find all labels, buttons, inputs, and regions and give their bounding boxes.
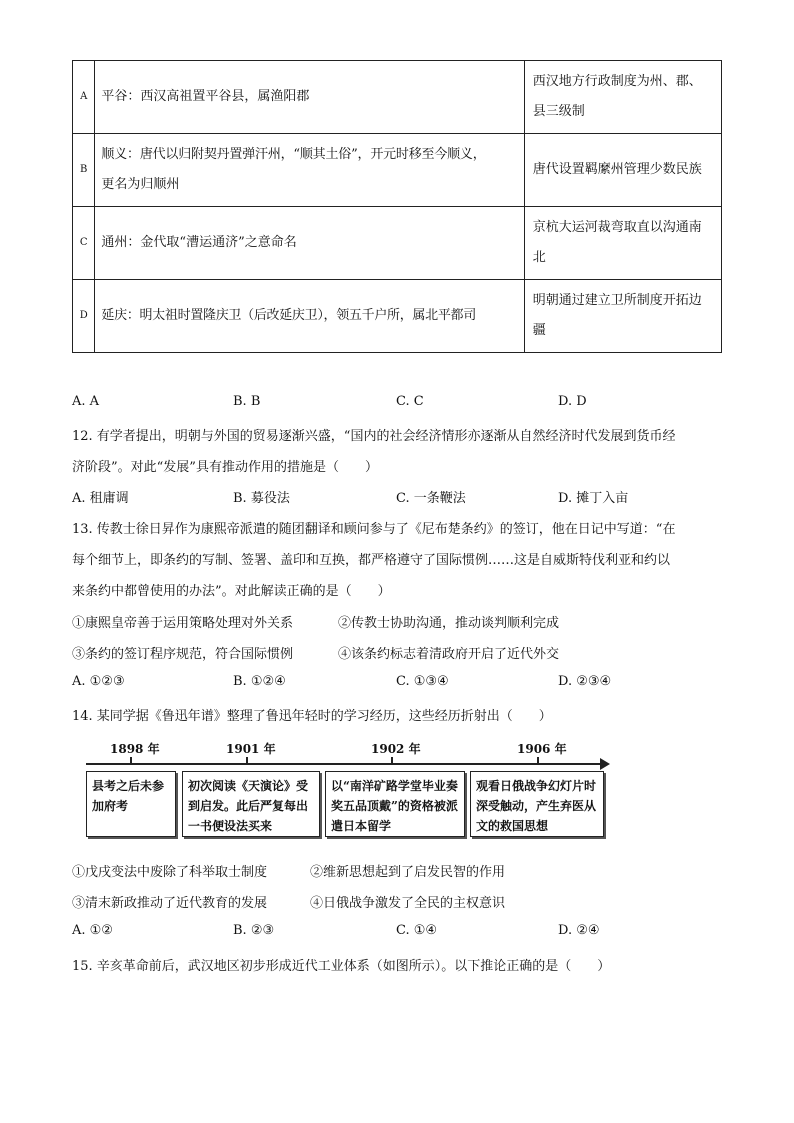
row-explanation: 唐代设置羁縻州管理少数民族 — [524, 134, 721, 207]
statement-2: ②传教士协助沟通，推动谈判顺利完成 — [338, 616, 560, 631]
choice-a[interactable]: A. A — [72, 394, 100, 409]
timeline-year: 1902 年 — [371, 742, 421, 756]
timeline-year: 1898 年 — [110, 742, 160, 756]
statement-4: ④日俄战争激发了全民的主权意识 — [310, 896, 506, 911]
choice-d[interactable]: D. ②③④ — [558, 674, 612, 689]
row-explanation — [524, 61, 721, 134]
choice-b[interactable]: B. B — [233, 394, 261, 409]
description-line: 更名为归顺州 — [101, 177, 180, 192]
row-letter: A — [73, 61, 95, 134]
choice-b[interactable]: B. ①②④ — [233, 674, 286, 689]
choice-a[interactable]: A. 租庸调 — [72, 491, 129, 506]
row-description — [95, 134, 524, 207]
statement-1: ①康熙皇帝善于运用策略处理对外关系 — [72, 616, 294, 631]
choice-d[interactable]: D. ②④ — [558, 923, 600, 938]
row-letter: C — [73, 207, 95, 280]
row-explanation — [524, 207, 721, 280]
statement-4: ④该条约标志着清政府开启了近代外交 — [338, 647, 560, 662]
row-letter: B — [73, 134, 95, 207]
explanation-line: 京杭大运河裁弯取直以沟通南 — [532, 220, 702, 235]
statement-3: ③条约的签订程序规范，符合国际惯例 — [72, 647, 294, 662]
timeline-arrow-icon — [600, 758, 610, 770]
timeline-event: 初次阅读《天演论》受到启发。此后严复每出一书便设法买来 — [182, 771, 320, 837]
table-row — [73, 134, 722, 207]
timeline-tick — [130, 757, 132, 764]
options-table — [72, 60, 722, 353]
choice-b[interactable]: B. 募役法 — [233, 491, 290, 506]
timeline-tick — [246, 757, 248, 764]
choice-d[interactable]: D. 摊丁入亩 — [558, 491, 629, 506]
timeline-event: 以“南洋矿路学堂毕业奏奖五品顶戴”的资格被派遣日本留学 — [325, 771, 465, 837]
question-12-line: 12. 有学者提出，明朝与外国的贸易逐渐兴盛，“国内的社会经济情形亦逐渐从自然经济时代发展到货币经 — [72, 429, 676, 444]
question-15-line: 15. 辛亥革命前后，武汉地区初步形成近代工业体系（如图所示）。以下推论正确的是（ ） — [72, 959, 611, 974]
row-description: 延庆：明太祖时置隆庆卫（后改延庆卫），领五千户所，属北平都司 — [95, 280, 524, 353]
table-row — [73, 280, 722, 353]
row-letter: D — [73, 280, 95, 353]
timeline-event: 县考之后未参加府考 — [86, 771, 176, 837]
row-description: 平谷：西汉高祖置平谷县，属渔阳郡 — [95, 61, 524, 134]
question-13-line: 来条约中都曾使用的办法”。对此解读正确的是（ ） — [72, 584, 391, 599]
timeline-year: 1906 年 — [517, 742, 567, 756]
table-row — [73, 61, 722, 134]
question-12-line: 济阶段”。对此“发展”具有推动作用的措施是（ ） — [72, 460, 378, 475]
choice-d[interactable]: D. D — [558, 394, 587, 409]
statement-1: ①戊戌变法中废除了科举取士制度 — [72, 865, 268, 880]
question-13-line: 13. 传教士徐日昇作为康熙帝派遣的随团翻译和顾问参与了《尼布楚条约》的签订，他在日记中写道：“在 — [72, 522, 676, 537]
timeline-tick — [537, 757, 539, 764]
timeline-year: 1901 年 — [226, 742, 276, 756]
explanation-line: 明朝通过建立卫所制度开拓边 — [532, 293, 702, 308]
timeline-tick — [391, 757, 393, 764]
choice-a[interactable]: A. ①②③ — [72, 674, 125, 689]
explanation-line: 疆 — [532, 323, 546, 338]
question-13-line: 每个细节上，即条约的写制、签署、盖印和互换，都严格遵守了国际惯例……这是自威斯特伐利亚和约以 — [72, 553, 671, 568]
choice-c[interactable]: C. 一条鞭法 — [396, 491, 466, 506]
row-explanation — [524, 280, 721, 353]
choice-a[interactable]: A. ①② — [72, 923, 113, 938]
statement-2: ②维新思想起到了启发民智的作用 — [310, 865, 506, 880]
explanation-line: 北 — [532, 250, 546, 265]
explanation-line: 县三级制 — [532, 104, 585, 119]
row-description: 通州：金代取“漕运通济”之意命名 — [95, 207, 524, 280]
explanation-line: 西汉地方行政制度为州、郡、 — [532, 74, 702, 89]
description-line: 顺义：唐代以归附契丹置弹汗州，“顺其土俗”，开元时移至今顺义， — [101, 147, 486, 162]
choice-b[interactable]: B. ②③ — [233, 923, 275, 938]
choice-c[interactable]: C. C — [396, 394, 424, 409]
choice-c[interactable]: C. ①③④ — [396, 674, 449, 689]
table-row — [73, 207, 722, 280]
statement-3: ③清末新政推动了近代教育的发展 — [72, 896, 268, 911]
choice-c[interactable]: C. ①④ — [396, 923, 438, 938]
question-14-line: 14. 某同学据《鲁迅年谱》整理了鲁迅年轻时的学习经历，这些经历折射出（ ） — [72, 709, 552, 724]
timeline-event: 观看日俄战争幻灯片时深受触动，产生弃医从文的救国思想 — [470, 771, 604, 837]
timeline-axis — [86, 763, 602, 765]
